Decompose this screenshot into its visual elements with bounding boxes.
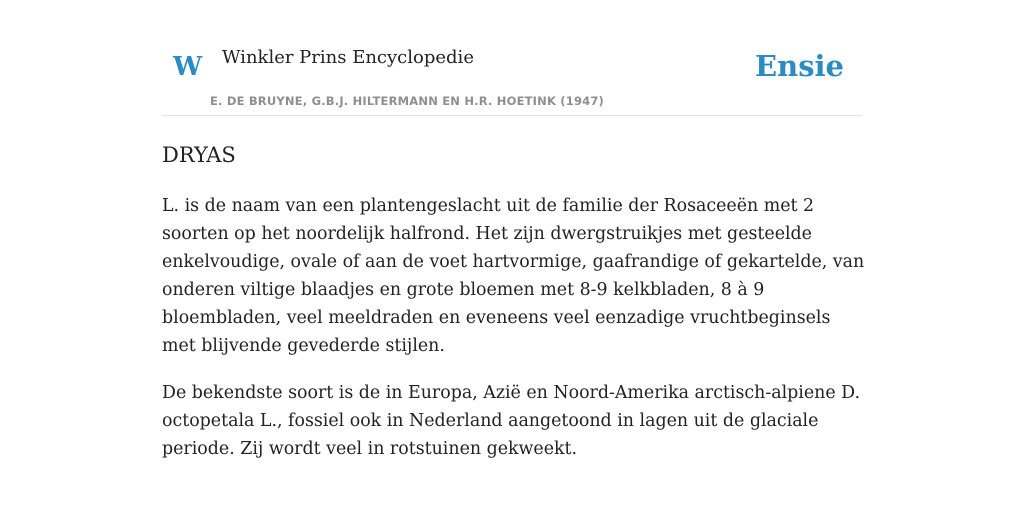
article-paragraph: De bekendste soort is de in Europa, Azië en Noord-Amerika arctisch-alpiene D. octopetala L., fossiel ook in Nederland aangetoond in lagen uit de glaciale periode. Zij wordt veel in rotstuinen gekweekt. [162, 383, 861, 459]
article-paragraph: L. is de naam van een plantengeslacht uit de familie der Rosaceeën met 2 soorten op het noordelijk halfrond. Het zijn dwergstruikjes met gesteelde enkelvoudige, ovale of aan de voet hartvormige, gaafrandige of gekartelde, van onderen viltige blaadjes en grote bloemen met 8-9 kelkbladen, 8 à 9 bloembladen, veel meeldraden en eveneens veel eenzadige vruchtbeginsels met blijvende gevederde stijlen. [162, 196, 865, 356]
header [162, 40, 862, 116]
publication-logo[interactable]: W [173, 52, 203, 82]
publication-authors: E. DE BRUYNE, G.B.J. HILTERMANN EN H.R. HOETINK (1947) [210, 94, 605, 108]
article-body [162, 192, 868, 482]
article-headword: DRYAS [162, 143, 236, 167]
publication-title[interactable]: Winkler Prins Encyclopedie [222, 47, 474, 68]
ensie-brand-logo[interactable]: Ensie [755, 49, 844, 83]
